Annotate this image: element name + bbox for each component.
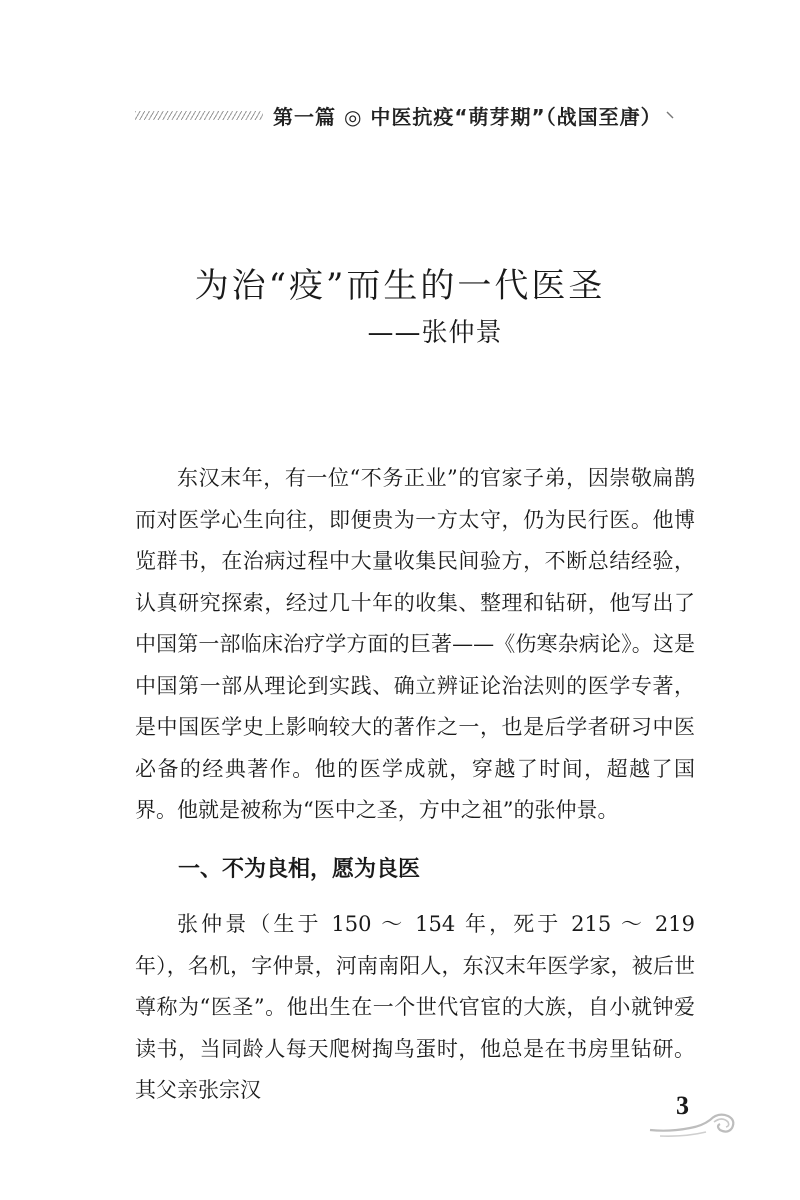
page-number: 3 xyxy=(676,1091,689,1120)
header-corner-mark-icon xyxy=(666,111,674,119)
section-heading: 一、不为良相，愿为良医 xyxy=(178,857,421,882)
body-paragraph-2: 张仲景（生于 150 ～ 154 年，死于 215 ～ 219 年），名机，字仲景，河南南阳人，东汉末年医学家，被后世尊称为“医圣”。他出生在一个世代官宦的大族，自小就钟爱读书，当同龄人每天爬树掏鸟蛋时，他总是在书房里钻研。其父亲张宗汉 xyxy=(135,912,695,1102)
header-text: 第一篇 ◎ 中医抗疫“萌芽期”（战国至唐） xyxy=(273,104,662,129)
cloud-ornament-icon xyxy=(640,1100,740,1140)
header-hatch-decoration xyxy=(135,111,263,120)
body-paragraph-1: 东汉末年，有一位“不务正业”的官家子弟，因崇敬扁鹊而对医学心生向往，即便贵为一方太守，仍为民行医。他博览群书，在治病过程中大量收集民间验方，不断总结经验，认真研究探索，经过几十年的收集、整理和钻研，他写出了中国第一部临床治疗学方面的巨著——《伤寒杂病论》。这是中国第一部从理论到实践、确立辨证论治法则的医学专著，是中国医学史上影响较大的著作之一，也是后学者研习中医必备的经典著作。他的医学成就，穿越了时间，超越了国界。他就是被称为“医中之圣，方中之祖”的张仲景。 xyxy=(135,466,695,822)
chapter-subtitle: ——张仲景 xyxy=(367,318,503,348)
running-header xyxy=(135,95,705,135)
chapter-title: 为治“疫”而生的一代医圣 xyxy=(194,266,606,306)
